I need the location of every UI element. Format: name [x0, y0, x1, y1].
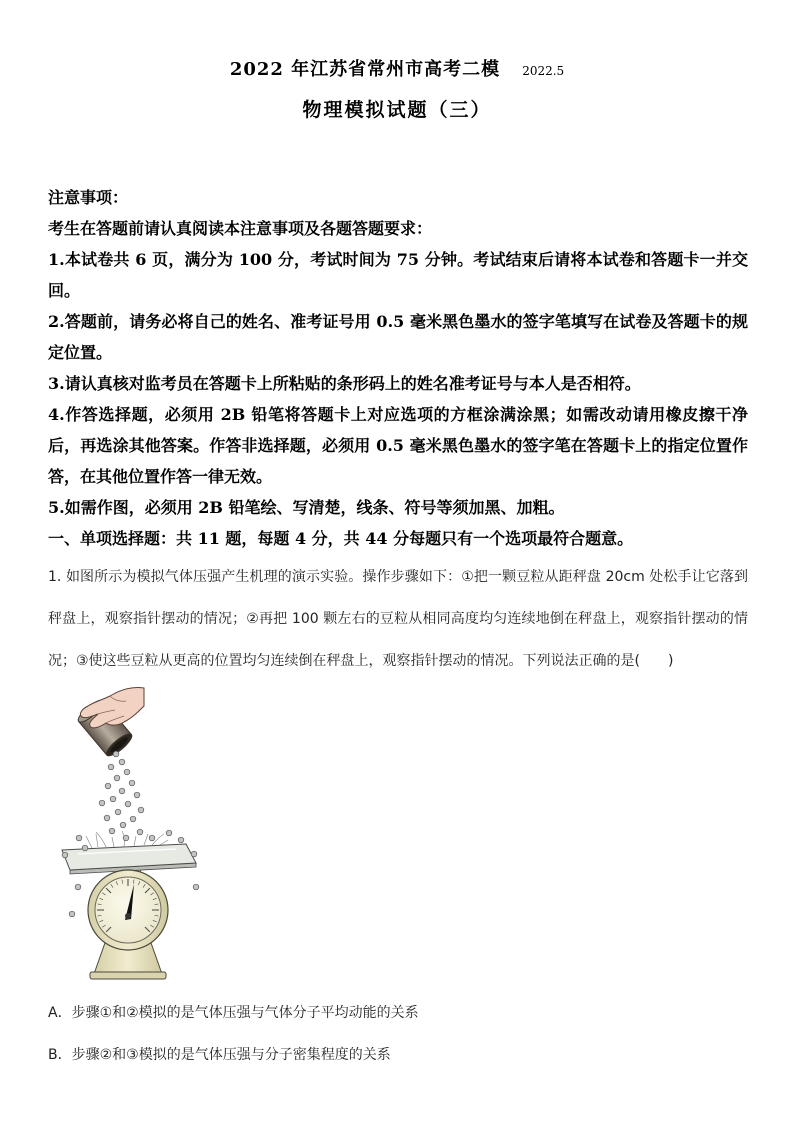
bean — [130, 816, 136, 822]
notice-item-2: 2.答题前，请务必将自己的姓名、准考证号用 0.5 毫米黑色墨水的签字笔填写在试卷及答题卡的规定位置。 — [48, 312, 748, 362]
bean — [125, 801, 131, 807]
beans-pouring-onto-scale-illustration — [48, 682, 208, 984]
option-a — [48, 992, 748, 1034]
notice-intro: 考生在答题前请认真阅读本注意事项及各题答题要求： — [48, 219, 433, 238]
notice-heading: 注意事项： — [48, 188, 129, 207]
splash-line — [112, 837, 114, 847]
bean — [149, 835, 155, 841]
splash-line — [160, 840, 168, 845]
exam-date: 2022.5 — [522, 64, 565, 78]
splash-line — [96, 834, 98, 847]
bean — [105, 783, 111, 789]
bean — [110, 796, 116, 802]
bean — [114, 775, 120, 781]
question-stem: 如图所示为模拟气体压强产生机理的演示实验。操作步骤如下：①把一颗豆粒从距秤盘 20cm 处松手让它落到秤盘上，观察指针摆动的情况；②再把 100 颗左右的豆粒从相同高度均匀连续地倒在秤盘上，观察指针摆动的情况；③使这些豆粒从更高的位置均匀连续倒在秤盘上，观察指针摆动的情况。下列说法正确的是( ) — [48, 569, 748, 669]
exam-content — [48, 182, 748, 1076]
section-heading: 一、单项选择题：共 11 题，每题 4 分，共 44 分每题只有一个选项最符合题意。 — [48, 529, 634, 548]
question-1 — [48, 556, 748, 682]
bean — [119, 788, 125, 794]
needle-cap — [125, 913, 131, 919]
scale-dial — [88, 870, 168, 950]
bean — [166, 830, 172, 836]
bean — [134, 792, 140, 798]
bean — [75, 884, 81, 890]
bean — [115, 809, 121, 815]
notice-item-1: 1.本试卷共 6 页，满分为 100 分，考试时间为 75 分钟。考试结束后请将本试卷和答题卡一并交回。 — [48, 250, 748, 300]
question-number: 1. — [48, 569, 62, 585]
option-b — [48, 1034, 748, 1076]
bean — [99, 800, 105, 806]
bean — [82, 845, 88, 851]
notice-section — [48, 182, 748, 554]
option-text: 步骤①和②模拟的是气体压强与气体分子平均动能的关系 — [71, 1005, 419, 1021]
base-rim — [90, 972, 166, 979]
bean — [191, 851, 197, 857]
experiment-figure — [48, 682, 208, 984]
bean — [76, 835, 82, 841]
bean — [138, 807, 144, 813]
option-text: 步骤②和③模拟的是气体压强与分子密集程度的关系 — [71, 1047, 391, 1063]
bean — [178, 837, 184, 843]
bean — [109, 828, 115, 834]
bean — [193, 884, 199, 890]
hand — [80, 687, 144, 727]
option-label: A． — [48, 1005, 72, 1021]
bean — [69, 911, 75, 917]
exam-subtitle: 物理模拟试题（三） — [302, 99, 492, 121]
option-label: B． — [48, 1047, 72, 1063]
title-row — [0, 57, 794, 84]
bean — [137, 829, 143, 835]
bean — [123, 835, 129, 841]
notice-item-5: 5.如需作图，必须用 2B 铅笔绘、写清楚，线条、符号等须加黑、加粗。 — [48, 498, 565, 517]
bean — [119, 759, 125, 765]
hand-shape — [80, 687, 144, 727]
bean — [120, 822, 126, 828]
exam-title: 2022 年江苏省常州市高考二模 — [229, 59, 501, 80]
splash-line — [134, 836, 136, 846]
notice-item-4: 4.作答选择题，必须用 2B 铅笔将答题卡上对应选项的方框涂满涂黑；如需改动请用橡皮擦干净后，再选涂其他答案。作答非选择题，必须用 0.5 毫米黑色墨水的签字笔在答题卡上的指定位置作答，在其他位置作答一律无效。 — [48, 405, 748, 486]
splash-line — [144, 834, 148, 845]
bean — [129, 780, 135, 786]
bean — [104, 815, 110, 821]
notice-item-3: 3.请认真核对监考员在答题卡上所粘贴的条形码上的姓名准考证号与本人是否相符。 — [48, 374, 641, 393]
falling-beans — [99, 751, 144, 841]
bean — [113, 751, 119, 757]
bean — [108, 764, 114, 770]
bean — [62, 852, 68, 858]
answer-options — [48, 992, 748, 1076]
bean — [124, 769, 130, 775]
